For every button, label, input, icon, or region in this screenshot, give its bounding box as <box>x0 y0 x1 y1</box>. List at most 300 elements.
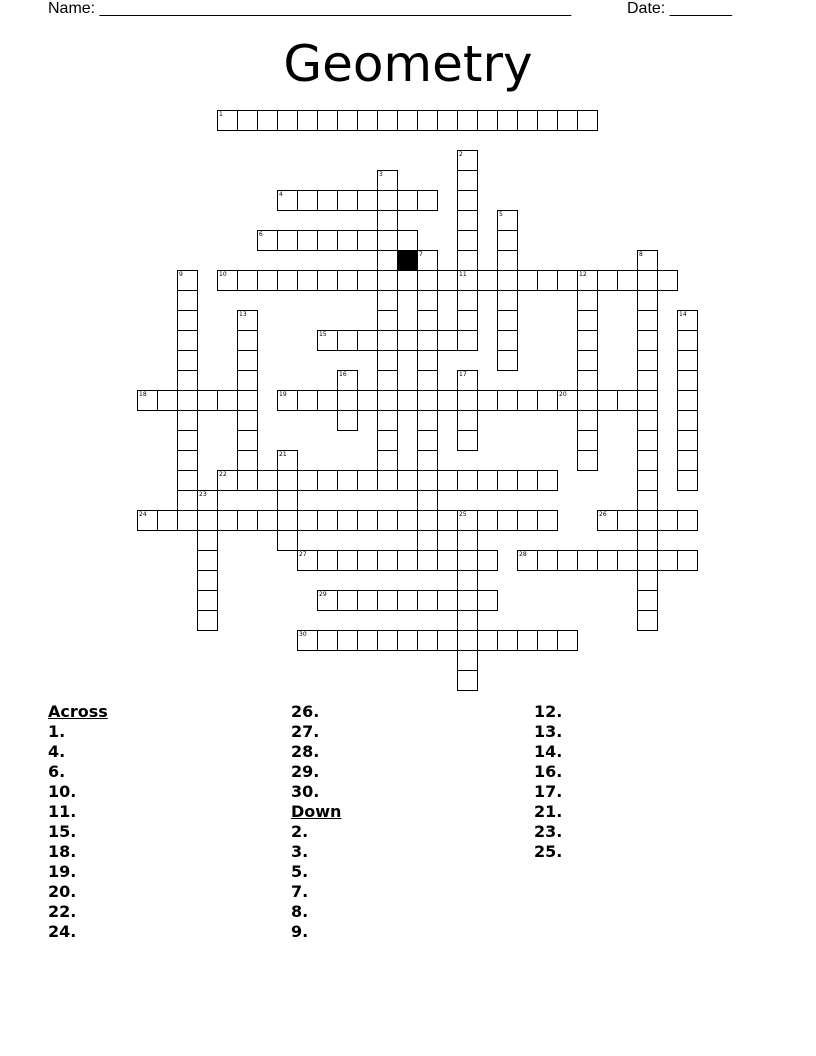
grid-cell[interactable] <box>177 350 198 371</box>
grid-cell[interactable] <box>637 350 658 371</box>
grid-cell[interactable] <box>597 270 618 291</box>
grid-cell[interactable] <box>377 550 398 571</box>
grid-cell[interactable] <box>417 190 438 211</box>
grid-cell[interactable] <box>677 330 698 351</box>
grid-cell[interactable] <box>177 470 198 491</box>
grid-cell[interactable] <box>177 430 198 451</box>
grid-cell[interactable] <box>577 350 598 371</box>
grid-cell[interactable] <box>577 110 598 131</box>
grid-cell[interactable] <box>637 430 658 451</box>
grid-cell[interactable] <box>417 330 438 351</box>
grid-cell[interactable] <box>497 630 518 651</box>
grid-cell[interactable] <box>357 510 378 531</box>
grid-cell[interactable] <box>397 630 418 651</box>
grid-cell[interactable] <box>677 550 698 571</box>
grid-cell[interactable] <box>177 370 198 391</box>
grid-cell[interactable] <box>557 550 578 571</box>
grid-cell[interactable] <box>237 350 258 371</box>
grid-cell[interactable] <box>417 250 438 271</box>
grid-cell[interactable] <box>257 510 278 531</box>
grid-cell[interactable] <box>457 230 478 251</box>
grid-cell[interactable] <box>517 390 538 411</box>
grid-cell[interactable] <box>617 510 638 531</box>
grid-cell[interactable] <box>537 630 558 651</box>
grid-cell[interactable] <box>277 390 298 411</box>
grid-cell[interactable] <box>177 410 198 431</box>
grid-cell[interactable] <box>397 270 418 291</box>
grid-cell[interactable] <box>197 590 218 611</box>
grid-cell[interactable] <box>377 290 398 311</box>
grid-cell[interactable] <box>437 270 458 291</box>
grid-cell[interactable] <box>357 550 378 571</box>
grid-cell[interactable] <box>317 270 338 291</box>
grid-cell[interactable] <box>217 390 238 411</box>
clue-item: 29. <box>291 762 320 781</box>
grid-cell[interactable] <box>457 610 478 631</box>
grid-cell[interactable] <box>417 590 438 611</box>
grid-cell[interactable] <box>637 370 658 391</box>
grid-cell[interactable] <box>337 330 358 351</box>
grid-cell[interactable] <box>457 210 478 231</box>
grid-cell[interactable] <box>577 270 598 291</box>
grid-cell[interactable] <box>397 390 418 411</box>
grid-cell[interactable] <box>677 370 698 391</box>
grid-cell[interactable] <box>337 190 358 211</box>
grid-cell[interactable] <box>377 390 398 411</box>
grid-cell[interactable] <box>677 350 698 371</box>
clue-item: 19. <box>48 862 77 881</box>
grid-cell[interactable] <box>237 370 258 391</box>
grid-cell[interactable] <box>177 450 198 471</box>
grid-cell[interactable] <box>497 330 518 351</box>
grid-cell[interactable] <box>337 590 358 611</box>
grid-cell[interactable] <box>457 630 478 651</box>
grid-cell[interactable] <box>457 530 478 551</box>
grid-cell[interactable] <box>477 550 498 571</box>
grid-cell[interactable] <box>297 390 318 411</box>
grid-cell[interactable] <box>577 450 598 471</box>
grid-cell[interactable] <box>377 590 398 611</box>
grid-cell[interactable] <box>577 550 598 571</box>
grid-cell[interactable] <box>457 550 478 571</box>
clue-number: 2 <box>459 151 463 158</box>
grid-cell[interactable] <box>237 330 258 351</box>
grid-cell[interactable] <box>397 510 418 531</box>
grid-cell[interactable] <box>297 230 318 251</box>
grid-cell[interactable] <box>197 550 218 571</box>
grid-cell[interactable] <box>497 230 518 251</box>
grid-cell[interactable] <box>297 190 318 211</box>
grid-cell[interactable] <box>377 310 398 331</box>
grid-cell[interactable] <box>637 450 658 471</box>
grid-cell[interactable] <box>177 390 198 411</box>
grid-cell[interactable] <box>417 310 438 331</box>
grid-cell[interactable] <box>177 310 198 331</box>
grid-cell[interactable] <box>677 390 698 411</box>
grid-cell[interactable] <box>397 330 418 351</box>
grid-cell[interactable] <box>637 510 658 531</box>
grid-cell[interactable] <box>617 550 638 571</box>
grid-cell[interactable] <box>497 470 518 491</box>
grid-cell[interactable] <box>657 270 678 291</box>
grid-cell[interactable] <box>637 570 658 591</box>
grid-cell[interactable] <box>217 110 238 131</box>
grid-cell[interactable] <box>197 610 218 631</box>
grid-cell[interactable] <box>637 590 658 611</box>
grid-cell[interactable] <box>397 110 418 131</box>
grid-cell[interactable] <box>577 310 598 331</box>
grid-cell[interactable] <box>457 650 478 671</box>
clue-item: 4. <box>48 742 66 761</box>
grid-cell[interactable] <box>497 250 518 271</box>
grid-cell[interactable] <box>497 290 518 311</box>
grid-cell[interactable] <box>317 330 338 351</box>
grid-cell[interactable] <box>557 630 578 651</box>
grid-cell[interactable] <box>477 390 498 411</box>
grid-cell[interactable] <box>257 270 278 291</box>
grid-cell[interactable] <box>497 350 518 371</box>
grid-cell[interactable] <box>597 390 618 411</box>
grid-cell[interactable] <box>577 390 598 411</box>
grid-cell[interactable] <box>637 310 658 331</box>
grid-cell[interactable] <box>517 470 538 491</box>
grid-cell[interactable] <box>657 550 678 571</box>
grid-cell[interactable] <box>357 630 378 651</box>
grid-cell[interactable] <box>137 510 158 531</box>
grid-cell[interactable] <box>477 110 498 131</box>
clue-number: 6 <box>259 231 263 238</box>
grid-cell[interactable] <box>377 110 398 131</box>
grid-cell[interactable] <box>457 110 478 131</box>
grid-cell[interactable] <box>237 430 258 451</box>
clue-item: 11. <box>48 802 77 821</box>
grid-cell[interactable] <box>457 390 478 411</box>
grid-cell[interactable] <box>417 530 438 551</box>
grid-cell[interactable] <box>337 270 358 291</box>
grid-cell[interactable] <box>577 430 598 451</box>
grid-cell[interactable] <box>357 470 378 491</box>
grid-cell[interactable] <box>477 470 498 491</box>
grid-cell[interactable] <box>417 110 438 131</box>
grid-cell[interactable] <box>417 290 438 311</box>
grid-cell[interactable] <box>457 410 478 431</box>
grid-cell[interactable] <box>557 270 578 291</box>
grid-cell[interactable] <box>377 230 398 251</box>
grid-cell[interactable] <box>537 110 558 131</box>
grid-cell[interactable] <box>317 110 338 131</box>
grid-cell[interactable] <box>277 490 298 511</box>
grid-cell[interactable] <box>417 470 438 491</box>
grid-cell[interactable] <box>437 470 458 491</box>
grid-cell[interactable] <box>497 110 518 131</box>
grid-cell[interactable] <box>457 590 478 611</box>
grid-cell[interactable] <box>277 110 298 131</box>
grid-cell[interactable] <box>317 230 338 251</box>
grid-cell[interactable] <box>437 590 458 611</box>
grid-cell[interactable] <box>577 290 598 311</box>
grid-cell[interactable] <box>537 510 558 531</box>
grid-cell[interactable] <box>437 550 458 571</box>
grid-cell[interactable] <box>637 530 658 551</box>
clue-item: 7. <box>291 882 309 901</box>
grid-cell[interactable] <box>637 250 658 271</box>
grid-cell[interactable] <box>377 510 398 531</box>
grid-cell[interactable] <box>677 450 698 471</box>
clue-number: 17 <box>459 371 467 378</box>
grid-cell[interactable] <box>557 110 578 131</box>
grid-cell[interactable] <box>317 510 338 531</box>
grid-cell[interactable] <box>477 630 498 651</box>
grid-cell[interactable] <box>357 390 378 411</box>
grid-cell[interactable] <box>177 290 198 311</box>
grid-cell[interactable] <box>297 110 318 131</box>
grid-cell[interactable] <box>497 510 518 531</box>
grid-cell[interactable] <box>637 470 658 491</box>
grid-cell[interactable] <box>497 390 518 411</box>
clue-item: 25. <box>534 842 563 861</box>
grid-cell[interactable] <box>377 350 398 371</box>
grid-cell[interactable] <box>237 470 258 491</box>
grid-cell[interactable] <box>237 510 258 531</box>
grid-cell[interactable] <box>457 290 478 311</box>
grid-cell[interactable] <box>237 450 258 471</box>
grid-cell[interactable] <box>637 610 658 631</box>
grid-cell[interactable] <box>277 470 298 491</box>
grid-cell[interactable] <box>577 410 598 431</box>
grid-cell[interactable] <box>157 390 178 411</box>
grid-cell[interactable] <box>217 270 238 291</box>
grid-cell[interactable] <box>437 630 458 651</box>
grid-cell[interactable] <box>317 390 338 411</box>
grid-cell[interactable] <box>297 550 318 571</box>
grid-cell[interactable] <box>197 530 218 551</box>
grid-cell[interactable] <box>357 270 378 291</box>
grid-cell[interactable] <box>597 510 618 531</box>
grid-cell[interactable] <box>237 270 258 291</box>
grid-cell[interactable] <box>377 470 398 491</box>
grid-cell[interactable] <box>177 270 198 291</box>
grid-cell[interactable] <box>377 330 398 351</box>
grid-cell[interactable] <box>457 150 478 171</box>
grid-cell[interactable] <box>297 470 318 491</box>
grid-cell[interactable] <box>677 310 698 331</box>
grid-cell[interactable] <box>337 510 358 531</box>
clue-item: 24. <box>48 922 77 941</box>
grid-cell[interactable] <box>297 630 318 651</box>
grid-cell[interactable] <box>317 470 338 491</box>
clue-number: 8 <box>639 251 643 258</box>
grid-cell[interactable] <box>337 230 358 251</box>
grid-cell[interactable] <box>377 250 398 271</box>
grid-cell[interactable] <box>237 110 258 131</box>
grid-cell[interactable] <box>677 410 698 431</box>
grid-cell[interactable] <box>457 570 478 591</box>
grid-cell[interactable] <box>537 550 558 571</box>
grid-cell[interactable] <box>357 590 378 611</box>
grid-cell[interactable] <box>397 190 418 211</box>
grid-cell[interactable] <box>377 270 398 291</box>
grid-cell[interactable] <box>397 550 418 571</box>
grid-cell[interactable] <box>277 450 298 471</box>
grid-cell[interactable] <box>197 510 218 531</box>
grid-cell[interactable] <box>417 430 438 451</box>
clue-item: 1. <box>48 722 66 741</box>
grid-cell[interactable] <box>177 490 198 511</box>
grid-cell[interactable] <box>457 370 478 391</box>
grid-cell[interactable] <box>537 270 558 291</box>
grid-cell[interactable] <box>377 410 398 431</box>
grid-cell[interactable] <box>377 450 398 471</box>
grid-cell[interactable] <box>537 390 558 411</box>
grid-cell[interactable] <box>177 330 198 351</box>
grid-cell[interactable] <box>277 270 298 291</box>
grid-cell[interactable] <box>397 230 418 251</box>
grid-cell[interactable] <box>357 110 378 131</box>
grid-cell[interactable] <box>297 270 318 291</box>
grid-cell[interactable] <box>417 510 438 531</box>
grid-cell[interactable] <box>677 510 698 531</box>
grid-cell[interactable] <box>397 590 418 611</box>
grid-cell[interactable] <box>417 370 438 391</box>
grid-cell[interactable] <box>237 310 258 331</box>
grid-cell[interactable] <box>197 390 218 411</box>
grid-cell[interactable] <box>357 330 378 351</box>
grid-cell[interactable] <box>137 390 158 411</box>
grid-cell[interactable] <box>177 510 198 531</box>
grid-cell[interactable] <box>297 510 318 531</box>
grid-cell[interactable] <box>237 410 258 431</box>
clue-item: 17. <box>534 782 563 801</box>
grid-cell[interactable] <box>517 110 538 131</box>
grid-cell[interactable] <box>417 450 438 471</box>
grid-cell[interactable] <box>637 390 658 411</box>
grid-cell[interactable] <box>557 390 578 411</box>
grid-cell[interactable] <box>337 110 358 131</box>
grid-cell[interactable] <box>417 270 438 291</box>
grid-cell[interactable] <box>417 410 438 431</box>
grid-cell[interactable] <box>377 630 398 651</box>
grid-cell[interactable] <box>157 510 178 531</box>
grid-cell[interactable] <box>577 330 598 351</box>
grid-cell[interactable] <box>517 270 538 291</box>
grid-cell[interactable] <box>457 670 478 691</box>
grid-cell[interactable] <box>417 550 438 571</box>
grid-cell[interactable] <box>517 510 538 531</box>
grid-cell[interactable] <box>397 470 418 491</box>
grid-cell[interactable] <box>197 570 218 591</box>
grid-cell[interactable] <box>337 470 358 491</box>
grid-cell[interactable] <box>337 370 358 391</box>
grid-cell[interactable] <box>457 250 478 271</box>
grid-cell[interactable] <box>217 470 238 491</box>
grid-cell[interactable] <box>497 270 518 291</box>
grid-cell[interactable] <box>317 590 338 611</box>
grid-cell[interactable] <box>217 510 238 531</box>
clue-column-1 <box>48 702 108 942</box>
grid-cell[interactable] <box>637 490 658 511</box>
grid-cell[interactable] <box>637 270 658 291</box>
grid-cell[interactable] <box>417 630 438 651</box>
grid-cell[interactable] <box>657 510 678 531</box>
grid-cell[interactable] <box>457 510 478 531</box>
clue-item: 14. <box>534 742 563 761</box>
grid-cell[interactable] <box>337 390 358 411</box>
grid-cell[interactable] <box>277 530 298 551</box>
clue-number: 19 <box>279 391 287 398</box>
grid-cell[interactable] <box>417 390 438 411</box>
grid-cell[interactable] <box>597 550 618 571</box>
grid-cell[interactable] <box>677 430 698 451</box>
grid-cell[interactable] <box>257 470 278 491</box>
grid-cell[interactable] <box>257 110 278 131</box>
grid-cell[interactable] <box>357 190 378 211</box>
grid-cell[interactable] <box>417 490 438 511</box>
grid-cell[interactable] <box>477 270 498 291</box>
grid-cell[interactable] <box>277 190 298 211</box>
grid-cell[interactable] <box>637 290 658 311</box>
grid-cell[interactable] <box>437 110 458 131</box>
grid-cell[interactable] <box>677 470 698 491</box>
grid-cell[interactable] <box>317 630 338 651</box>
grid-cell[interactable] <box>437 510 458 531</box>
grid-cell[interactable] <box>617 270 638 291</box>
grid-cell[interactable] <box>237 390 258 411</box>
grid-cell[interactable] <box>457 190 478 211</box>
grid-cell[interactable] <box>337 410 358 431</box>
clue-section-heading: Down <box>291 802 342 821</box>
grid-cell[interactable] <box>437 330 458 351</box>
grid-cell[interactable] <box>517 550 538 571</box>
clue-item: 2. <box>291 822 309 841</box>
grid-cell[interactable] <box>457 330 478 351</box>
grid-cell[interactable] <box>337 550 358 571</box>
grid-cell[interactable] <box>477 510 498 531</box>
grid-cell[interactable] <box>637 330 658 351</box>
grid-cell[interactable] <box>417 350 438 371</box>
grid-cell[interactable] <box>437 390 458 411</box>
grid-cell[interactable] <box>377 170 398 191</box>
grid-cell[interactable] <box>457 310 478 331</box>
grid-cell[interactable] <box>637 550 658 571</box>
grid-cell[interactable] <box>317 550 338 571</box>
grid-cell[interactable] <box>497 310 518 331</box>
grid-cell[interactable] <box>377 430 398 451</box>
grid-cell[interactable] <box>637 410 658 431</box>
grid-cell[interactable] <box>497 210 518 231</box>
grid-cell[interactable] <box>617 390 638 411</box>
grid-cell[interactable] <box>337 630 358 651</box>
grid-cell[interactable] <box>457 270 478 291</box>
grid-cell[interactable] <box>577 370 598 391</box>
grid-cell[interactable] <box>377 210 398 231</box>
grid-cell[interactable] <box>257 230 278 251</box>
clue-number: 23 <box>199 491 207 498</box>
grid-cell[interactable] <box>517 630 538 651</box>
grid-cell[interactable] <box>457 470 478 491</box>
grid-cell[interactable] <box>457 170 478 191</box>
grid-cell[interactable] <box>457 430 478 451</box>
clue-number: 3 <box>379 171 383 178</box>
grid-cell[interactable] <box>277 230 298 251</box>
grid-cell[interactable] <box>377 190 398 211</box>
grid-cell[interactable] <box>197 490 218 511</box>
grid-cell[interactable] <box>277 510 298 531</box>
grid-cell[interactable] <box>537 470 558 491</box>
grid-cell[interactable] <box>317 190 338 211</box>
grid-cell[interactable] <box>357 230 378 251</box>
grid-cell[interactable] <box>477 590 498 611</box>
grid-cell[interactable] <box>377 370 398 391</box>
